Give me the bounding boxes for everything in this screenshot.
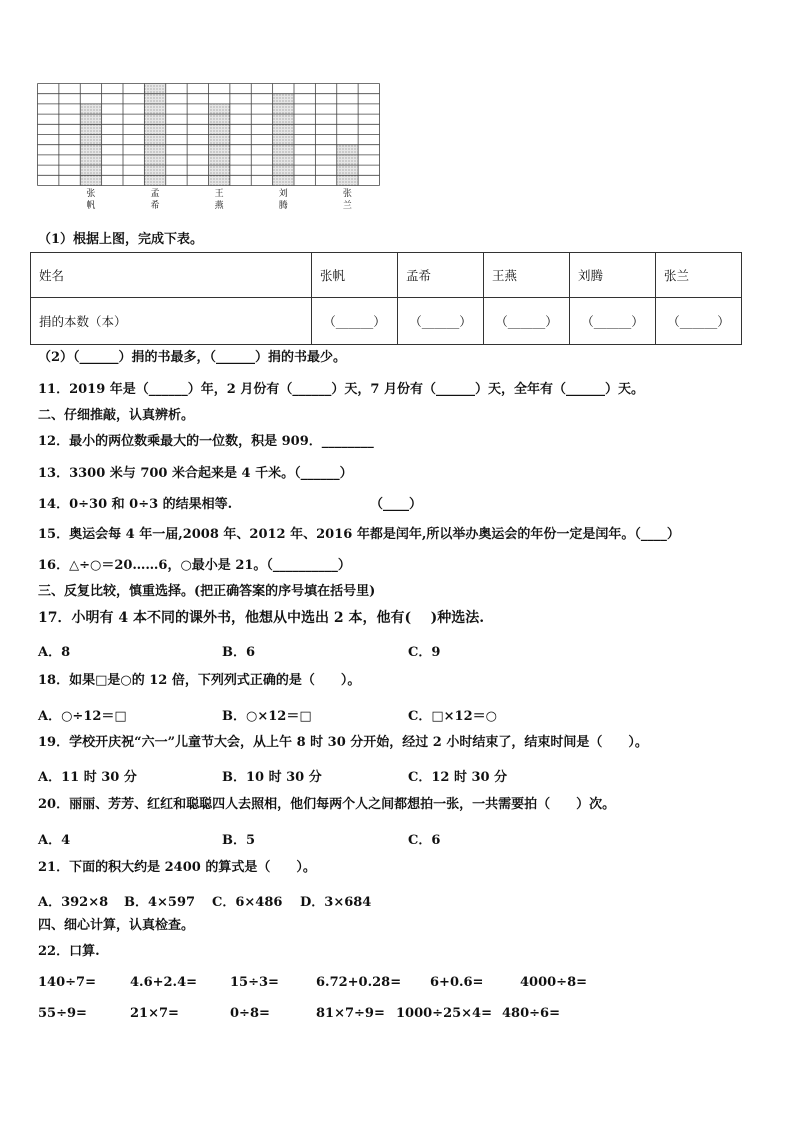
option-a[interactable]: A．8: [38, 645, 71, 660]
question-11: 11．2019 年是（______）年，2 月份有（______）天，7 月份有（______）天，全年有（______）天。: [38, 382, 644, 397]
x-tick-label: 刘 腾: [278, 189, 288, 211]
question-16: 16．△÷○＝20……6，○最小是 21。（__________）: [38, 558, 351, 573]
section-2-heading: 二、仔细推敲，认真辨析。: [38, 408, 195, 423]
name-cell: 刘腾: [570, 253, 656, 298]
question-14-blank[interactable]: （____）: [370, 497, 423, 512]
name-header: 姓名: [31, 253, 312, 298]
x-tick-label: 张 帆: [86, 189, 96, 211]
question-22: 22．口算.: [38, 944, 100, 959]
calc-item: 21×7=: [130, 1006, 179, 1021]
calc-item: 55÷9=: [38, 1006, 87, 1021]
x-tick-label: 王 燕: [214, 189, 224, 211]
question-19: 19．学校开庆祝“六一”儿童节大会，从上午 8 时 30 分开始，经过 2 小时结束了，结束时间是（ ）。: [38, 735, 648, 750]
question-17: 17．小明有 4 本不同的课外书，他想从中选出 2 本，他有( )种选法.: [38, 610, 485, 626]
count-blank[interactable]: （______）: [312, 298, 398, 345]
section-4-heading: 四、细心计算，认真检查。: [38, 918, 195, 933]
question-2: （2）（______）捐的书最多，（______）捐的书最少。: [38, 350, 347, 365]
name-cell: 孟希: [398, 253, 484, 298]
question-20: 20．丽丽、芳芳、红红和聪聪四人去照相，他们每两个人之间都想拍一张，一共需要拍（ ）次。: [38, 797, 616, 812]
bar-chart: [36, 82, 381, 188]
calc-item: 0÷8=: [230, 1006, 270, 1021]
option-c[interactable]: C．6: [408, 833, 441, 848]
bar-刘腾: [273, 94, 294, 186]
option-b[interactable]: B．10 时 30 分: [222, 770, 322, 785]
question-13: 13．3300 米与 700 米合起来是 4 千米。（______）: [38, 466, 353, 481]
question-12: 12．最小的两位数乘最大的一位数，积是 909．________: [38, 434, 374, 449]
count-blank[interactable]: （______）: [656, 298, 742, 345]
calc-item: 1000÷25×4=: [396, 1006, 492, 1021]
option-a[interactable]: A．○÷12＝□: [38, 709, 127, 724]
x-tick-label: 张 兰: [342, 189, 352, 211]
count-blank[interactable]: （______）: [570, 298, 656, 345]
name-cell: 张兰: [656, 253, 742, 298]
calc-item: 15÷3=: [230, 975, 279, 990]
calc-item: 4.6+2.4=: [130, 975, 198, 990]
option-d[interactable]: D．3×684: [300, 895, 372, 910]
option-b[interactable]: B．4×597: [124, 895, 196, 910]
x-tick-label: 孟 希: [150, 189, 160, 211]
calc-item: 6+0.6=: [430, 975, 484, 990]
count-blank[interactable]: （______）: [398, 298, 484, 345]
question-14: 14．0÷30 和 0÷3 的结果相等.: [38, 497, 233, 512]
option-c[interactable]: C．□×12＝○: [408, 709, 497, 724]
count-header: 捐的本数（本）: [31, 298, 312, 345]
calc-item: 4000÷8=: [520, 975, 588, 990]
calc-item: 6.72+0.28=: [316, 975, 402, 990]
section-3-heading: 三、反复比较，慎重选择。(把正确答案的序号填在括号里): [38, 584, 376, 599]
table-instruction: （1）根据上图，完成下表。: [38, 232, 204, 247]
option-a[interactable]: A．11 时 30 分: [38, 770, 137, 785]
calc-item: 81×7÷9=: [316, 1006, 385, 1021]
option-c[interactable]: C．6×486: [212, 895, 283, 910]
question-15: 15．奥运会每 4 年一届,2008 年、2012 年、2016 年都是闰年,所以举办奥运会的年份一定是闰年。（____）: [38, 527, 680, 542]
name-cell: 王燕: [484, 253, 570, 298]
option-b[interactable]: B．5: [222, 833, 256, 848]
question-18: 18．如果□是○的 12 倍，下列列式正确的是（ ）。: [38, 673, 361, 688]
name-cell: 张帆: [312, 253, 398, 298]
option-b[interactable]: B．○×12＝□: [222, 709, 312, 724]
calc-item: 140÷7=: [38, 975, 96, 990]
option-b[interactable]: B．6: [222, 645, 256, 660]
option-a[interactable]: A．4: [38, 833, 71, 848]
calc-item: 480÷6=: [502, 1006, 560, 1021]
option-c[interactable]: C．9: [408, 645, 441, 660]
question-21: 21．下面的积大约是 2400 的算式是（ ）。: [38, 860, 316, 875]
option-c[interactable]: C．12 时 30 分: [408, 770, 508, 785]
count-table: [30, 252, 742, 345]
option-a[interactable]: A．392×8: [38, 895, 109, 910]
count-blank[interactable]: （______）: [484, 298, 570, 345]
